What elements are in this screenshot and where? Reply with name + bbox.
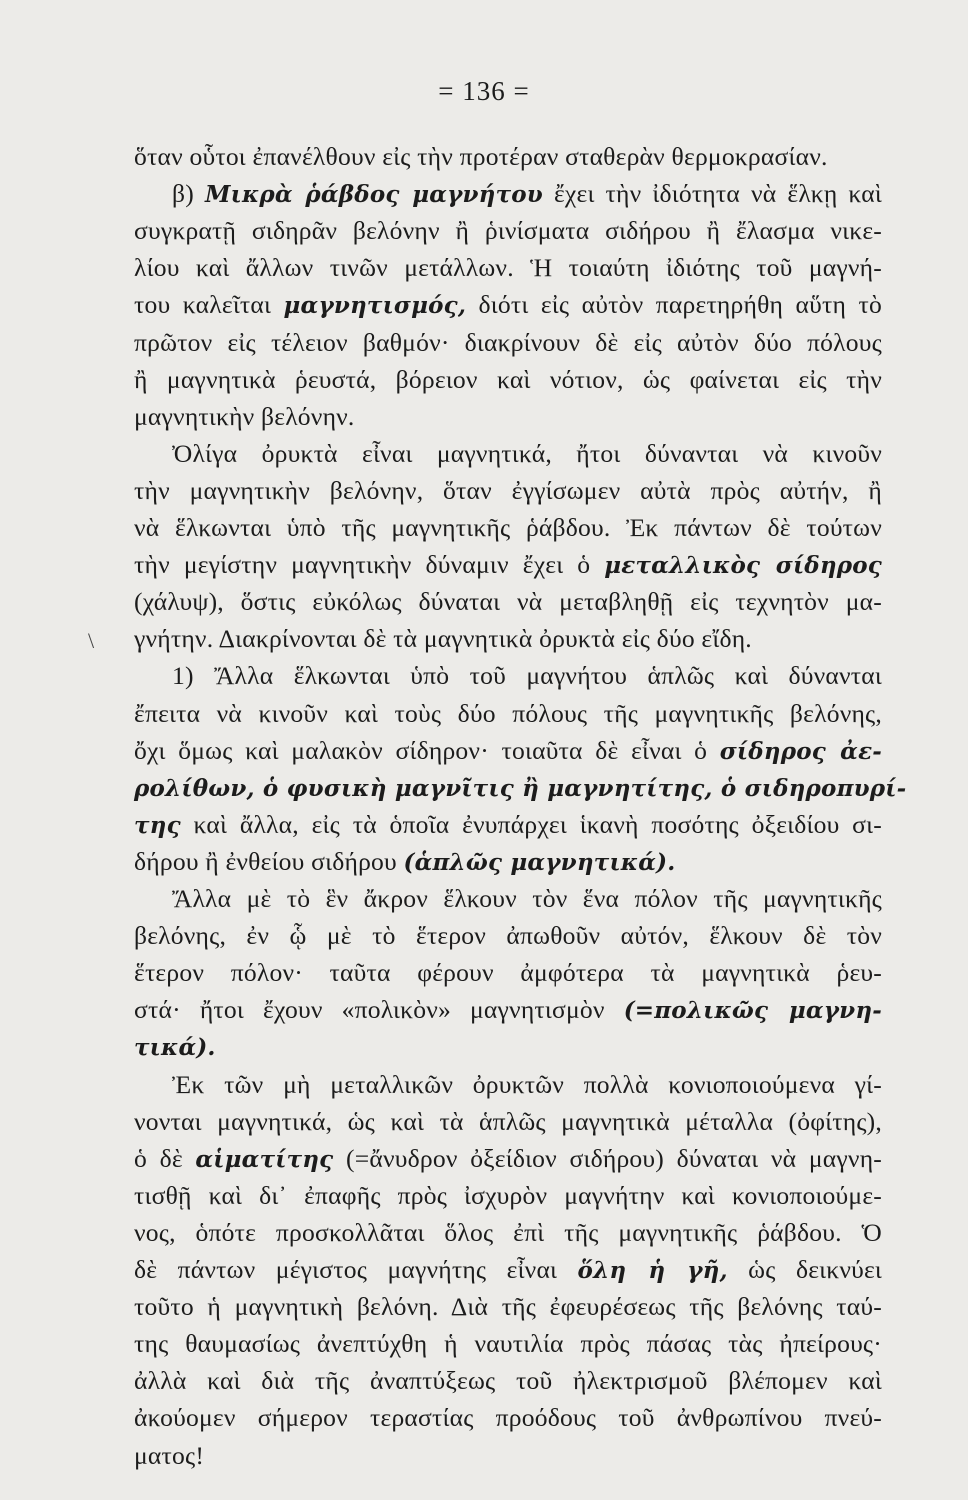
text-line: [134, 659, 882, 693]
text-segment: ὁ δὲ: [134, 1143, 196, 1173]
text-line: [134, 808, 882, 842]
text-segment: τοῦτο ἡ μαγνητικὴ βελόνη. Διὰ τῆς ἐφευρέσεως τῆς βελόνης ταύ-: [134, 1292, 882, 1322]
text-segment: τὴν μεγίστην μαγνητικὴν δύναμιν ἔχει ὁ: [134, 550, 605, 580]
text-line: [134, 585, 882, 619]
text-segment: βελόνης, ἐν ᾧ μὲ τὸ ἕτερον ἀπωθοῦν αὐτόν, ἕλκουν δὲ τὸν: [134, 921, 882, 951]
text-segment: ὅταν οὗτοι ἐπανέλθουν εἰς τὴν προτέραν σταθερὰν θερμοκρασίαν.: [134, 142, 828, 171]
margin-mark: \: [88, 628, 95, 653]
emphasized-term: ρολίθων, ὁ φυσικὴ μαγνῖτις ἢ μαγνητίτης, ὁ σιδηροπυρί-: [134, 774, 907, 802]
text-segment: ἢ μαγνητικὰ ῥευστά, βόρειον καὶ νότιον, ὡς φαίνεται εἰς τὴν: [134, 364, 882, 394]
text-line: [134, 140, 882, 174]
text-segment: (=ἄνυδρον ὀξείδιον σιδήρου) δύναται νὰ μαγνη-: [333, 1143, 883, 1173]
text-segment: (χάλυψ), ὅστις εὐκόλως δύναται νὰ μεταβληθῇ εἰς τεχνητὸν μα-: [134, 587, 882, 617]
text-line: [134, 1179, 882, 1213]
page-number: = 136 =: [438, 76, 530, 106]
text-segment: Ἐκ τῶν μὴ μεταλλικῶν ὀρυκτῶν πολλὰ κονιοποιούμενα γί-: [172, 1069, 882, 1099]
text-segment: τὴν μαγνητικὴν βελόνην, ὅταν ἐγγίσωμεν αὐτὰ πρὸς αὐτήν, ἢ: [134, 475, 882, 505]
text-line: [134, 734, 882, 768]
text-segment: ὡς δεικνύει: [727, 1255, 883, 1284]
emphasized-term: (=πολικῶς μαγνη-: [623, 997, 882, 1025]
emphasized-term: τικά).: [134, 1034, 216, 1062]
text-line: [134, 1290, 882, 1324]
text-segment: ματος!: [134, 1440, 205, 1470]
text-segment: ἔχει τὴν ἰδιότητα νὰ ἕλκῃ καὶ: [542, 179, 882, 209]
text-segment: συγκρατῇ σιδηρᾶν βελόνην ἢ ῥινίσματα σιδήρου ἢ ἔλασμα νικε-: [134, 216, 882, 246]
emphasized-term: (ἁπλῶς μαγνητικά).: [403, 848, 676, 876]
text-line: [134, 511, 882, 545]
emphasized-term: της: [134, 811, 181, 839]
text-line: [134, 548, 882, 582]
text-line: [134, 882, 882, 916]
text-line: [134, 326, 882, 360]
text-segment: τισθῇ καὶ δι᾽ ἐπαφῆς πρὸς ἰσχυρὸν μαγνήτην καὶ κονιοποιούμε-: [134, 1180, 882, 1210]
text-segment: του καλεῖται: [134, 290, 284, 320]
text-segment: καὶ ἄλλα, εἰς τὰ ὁποῖα ἐνυπάρχει ἱκανὴ ποσότης ὀξειδίου σι-: [180, 809, 882, 839]
text-segment: ἀλλὰ καὶ διὰ τῆς ἀναπτύξεως τοῦ ἠλεκτρισμοῦ βλέπομεν καὶ: [134, 1366, 882, 1396]
text-line: [134, 1401, 882, 1435]
text-line: [134, 288, 882, 322]
text-line: [134, 1364, 882, 1398]
text-line: [134, 1439, 882, 1473]
text-line: [134, 363, 882, 397]
text-segment: στά· ἤτοι ἔχουν «πολικὸν» μαγνητισμὸν: [134, 995, 624, 1025]
text-line: [134, 214, 882, 248]
text-segment: νος, ὁπότε προσκολλᾶται ὅλος ἐπὶ τῆς μαγνητικῆς ῥάβδου. Ὁ: [134, 1217, 882, 1247]
text-segment: νονται μαγνητικά, ὡς καὶ τὰ ἁπλῶς μαγνητικὰ μέταλλα (ὀφίτης),: [134, 1106, 882, 1136]
text-segment: λίου καὶ ἄλλων τινῶν μετάλλων. Ἡ τοιαύτη ἰδιότης τοῦ μαγνή-: [134, 253, 882, 283]
emphasized-term: μεταλλικὸς σίδηρος: [604, 552, 882, 580]
text-segment: ἕτερον πόλον· ταῦτα φέρουν ἀμφότερα τὰ μαγνητικὰ ῥευ-: [134, 958, 882, 988]
text-line: [134, 956, 882, 990]
text-line: [134, 1105, 882, 1139]
text-segment: διότι εἰς αὐτὸν παρετηρήθη αὕτη τὸ: [466, 290, 882, 320]
text-segment: δήρου ἢ ἐνθείου σιδήρου: [134, 846, 404, 876]
text-segment: της θαυμασίως ἀνεπτύχθη ἡ ναυτιλία πρὸς πάσας τὰς ἠπείρους·: [134, 1329, 882, 1359]
text-line: [134, 1068, 882, 1102]
text-line: [134, 1253, 882, 1287]
text-line: [134, 622, 882, 656]
text-segment: β): [172, 179, 205, 209]
text-segment: μαγνητικὴν βελόνην.: [134, 401, 355, 431]
text-segment: ὄχι ὅμως καὶ μαλακὸν σίδηρον· τοιαῦτα δὲ εἶναι ὁ: [134, 735, 720, 765]
emphasized-term: μαγνητισμός,: [283, 292, 467, 320]
text-line: [134, 437, 882, 471]
text-segment: δὲ πάντων μέγιστος μαγνήτης εἶναι: [134, 1255, 578, 1284]
text-segment: 1) Ἄλλα ἕλκωνται ὑπὸ τοῦ μαγνήτου ἁπλῶς καὶ δύνανται: [172, 661, 882, 691]
text-line: [134, 251, 882, 285]
text-segment: Ὀλίγα ὀρυκτὰ εἶναι μαγνητικά, ἤτοι δύνανται νὰ κινοῦν: [172, 438, 882, 468]
emphasized-term: αἱματίτης: [195, 1145, 334, 1173]
text-segment: νὰ ἕλκωνται ὑπὸ τῆς μαγνητικῆς ῥάβδου. Ἐκ πάντων δὲ τούτων: [134, 513, 882, 542]
text-line: [134, 771, 907, 805]
text-line: [134, 697, 882, 731]
text-line: [134, 1142, 882, 1176]
text-line: [134, 1030, 882, 1064]
text-segment: πρῶτον εἰς τέλειον βαθμόν· διακρίνουν δὲ εἰς αὐτὸν δύο πόλους: [134, 327, 882, 357]
text-line: [134, 1216, 882, 1250]
text-line: [134, 919, 882, 953]
text-line: [134, 400, 882, 434]
text-segment: Ἄλλα μὲ τὸ ἓν ἄκρον ἕλκουν τὸν ἕνα πόλον τῆς μαγνητικῆς: [172, 884, 882, 913]
text-line: [134, 993, 882, 1027]
emphasized-term: σίδηρος ἀε-: [719, 737, 882, 765]
text-segment: ἔπειτα νὰ κινοῦν καὶ τοὺς δύο πόλους τῆς μαγνητικῆς βελόνης,: [134, 698, 882, 728]
text-segment: γνήτην. Διακρίνονται δὲ τὰ μαγνητικὰ ὀρυκτὰ εἰς δύο εἴδη.: [134, 624, 752, 654]
text-line: [134, 1327, 882, 1361]
emphasized-term: Μικρὰ ῥάβδος μαγνήτου: [204, 181, 543, 209]
text-line: [134, 845, 882, 879]
text-line: [134, 177, 882, 211]
text-segment: ἀκούομεν σήμερον τεραστίας προόδους τοῦ ἀνθρωπίνου πνεύ-: [134, 1403, 882, 1433]
emphasized-term: ὅλη ἡ γῆ,: [577, 1257, 728, 1284]
text-line: [134, 474, 882, 508]
